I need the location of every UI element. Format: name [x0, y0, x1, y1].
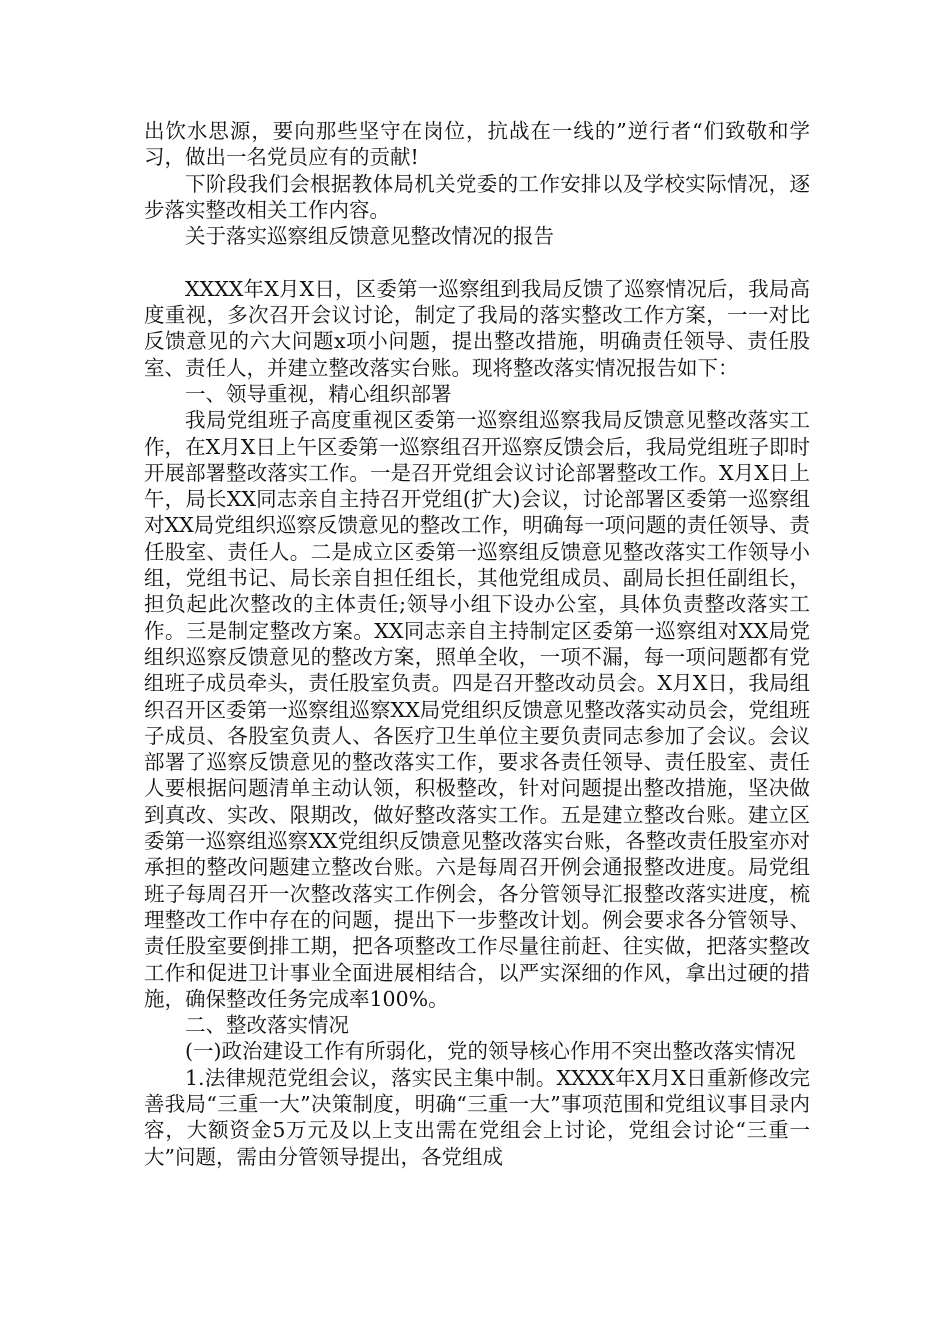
blank-line	[144, 249, 810, 275]
paragraph-next-steps: 下阶段我们会根据教体局机关党委的工作安排以及学校实际情况，逐步落实整改相关工作内容。	[144, 171, 810, 222]
section-heading-2: 二、整改落实情况	[185, 1013, 349, 1038]
subsection-heading-1: (一)政治建设工作有所弱化，党的领导核心作用不突出整改落实情况	[185, 1039, 796, 1064]
document-page	[144, 118, 810, 1170]
paragraph-section-1-body: 我局党组班子高度重视区委第一巡察组巡察我局反馈意见整改落实工作，在X月X日上午区委第一巡察组召开巡察反馈会后，我局党组班子即时开展部署整改落实工作。一是召开党组会议讨论部署整改工作。X月X日上午，局长XX同志亲自主持召开党组(扩大)会议，讨论部署区委第一巡察组对XX局党组织巡察反馈意见的整改工作，明确每一项问题的责任领导、责任股室、责任人。二是成立区委第一巡察组反馈意见整改落实工作领导小组，党组书记、局长亲自担任组长，其他党组成员、副局长担任副组长，担负起此次整改的主体责任;领导小组下设办公室，具体负责整改落实工作。三是制定整改方案。XX同志亲自主持制定区委第一巡察组对XX局党组织巡察反馈意见的整改方案，照单全收，一项不漏，每一项问题都有党组班子成员牵头，责任股室负责。四是召开整改动员会。X月X日，我局组织召开区委第一巡察组巡察XX局党组织反馈意见整改落实动员会，党组班子成员、各股室负责人、各医疗卫生单位主要负责同志参加了会议。会议部署了巡察反馈意见的整改落实工作，要求各责任领导、责任股室、责任人要根据问题清单主动认领，积极整改，针对问题提出整改措施，坚决做到真改、实改、限期改，做好整改落实工作。五是建立整改台账。建立区委第一巡察组巡察XX党组织反馈意见整改落实台账，各整改责任股室亦对承担的整改问题建立整改台账。六是每周召开例会通报整改进度。局党组班子每周召开一次整改落实工作例会，各分管领导汇报整改落实进度，梳理整改工作中存在的问题，提出下一步整改计划。例会要求各分管领导、责任股室要倒排工期，把各项整改工作尽量往前赶、往实做，把落实整改工作和促进卫计事业全面进展相结合，以严实深细的作风，拿出过硬的措施，确保整改任务完成率100%。	[144, 408, 810, 1011]
section-heading-1: 一、领导重视，精心组织部署	[185, 381, 452, 406]
paragraph-item-1: 1.法律规范党组会议，落实民主集中制。XXXX年X月X日重新修改完善我局“三重一大”决策制度，明确“三重一大”事项范围和党组议事目录内容，大额资金5万元及以上支出需在党组会上讨论，党组会讨论“三重一大”问题，需由分管领导提出，各党组成	[144, 1065, 810, 1169]
paragraph-continuation: 出饮水思源，要向那些坚守在岗位，抗战在一线的”逆行者“们致敬和学习，做出一名党员应有的贡献!	[144, 119, 810, 170]
report-title: 关于落实巡察组反馈意见整改情况的报告	[185, 224, 554, 249]
paragraph-intro: XXXX年X月X日，区委第一巡察组到我局反馈了巡察情况后，我局高度重视，多次召开会议讨论，制定了我局的落实整改工作方案，一一对比反馈意见的六大问题x项小问题，提出整改措施，明确责任领导、责任股室、责任人，并建立整改落实台账。现将整改落实情况报告如下：	[144, 276, 810, 380]
